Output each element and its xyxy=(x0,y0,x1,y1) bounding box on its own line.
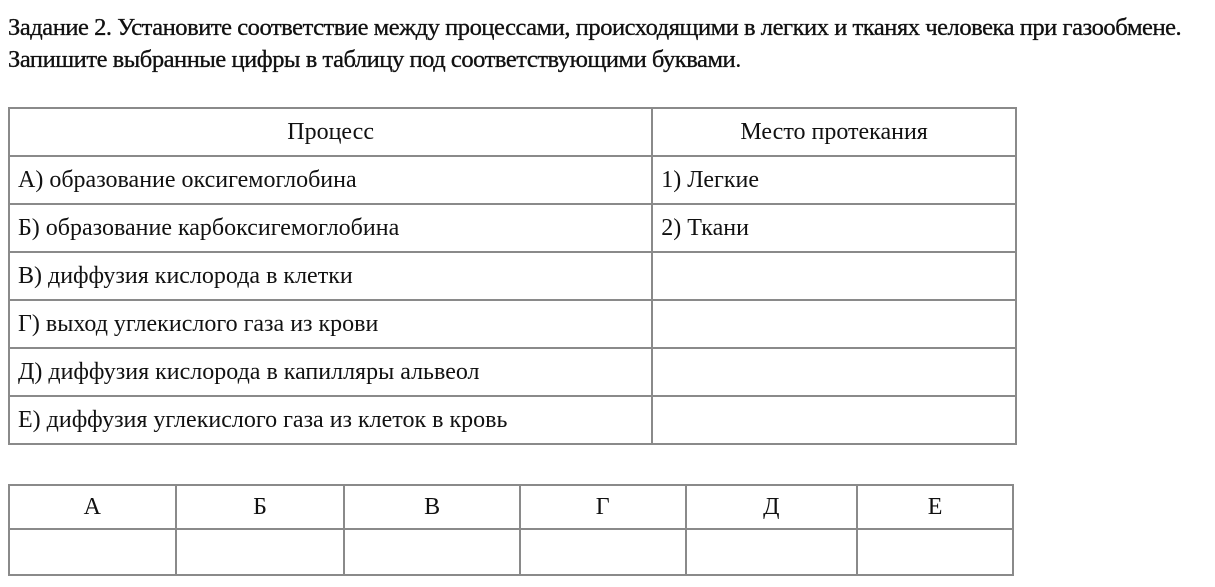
answer-cell[interactable] xyxy=(176,529,345,575)
answer-cell[interactable] xyxy=(686,529,858,575)
table-row xyxy=(9,348,1016,396)
answer-letter: В xyxy=(344,485,520,529)
process-cell: Г) выход углекислого газа из крови xyxy=(9,300,652,348)
header-place: Место протекания xyxy=(652,108,1016,156)
matching-table xyxy=(8,107,1017,445)
table-row xyxy=(9,252,1016,300)
process-cell: В) диффузия кислорода в клетки xyxy=(9,252,652,300)
table-row xyxy=(9,396,1016,444)
place-cell: 2) Ткани xyxy=(652,204,1016,252)
answer-letter: А xyxy=(9,485,176,529)
task-text-end: . xyxy=(735,46,741,73)
answer-cell[interactable] xyxy=(520,529,686,575)
task-text: Задание 2. Установите соответствие между процессами, происходящими в легких и тканях человека при газообмене. Запишите выбранные цифры в таблицу под соответствующими буквами xyxy=(8,14,1182,73)
answer-letter: Г xyxy=(520,485,686,529)
answer-cell[interactable] xyxy=(857,529,1013,575)
header-process: Процесс xyxy=(9,108,652,156)
process-cell: Д) диффузия кислорода в капилляры альвеол xyxy=(9,348,652,396)
answer-cell[interactable] xyxy=(9,529,176,575)
table-row xyxy=(9,300,1016,348)
process-cell: Е) диффузия углекислого газа из клеток в кровь xyxy=(9,396,652,444)
table-row xyxy=(9,204,1016,252)
place-cell xyxy=(652,252,1016,300)
answer-letters-row xyxy=(9,485,1013,529)
place-cell xyxy=(652,396,1016,444)
place-cell xyxy=(652,348,1016,396)
task-statement xyxy=(8,12,1203,76)
place-cell: 1) Легкие xyxy=(652,156,1016,204)
answer-letter: Е xyxy=(857,485,1013,529)
process-cell: Б) образование карбоксигемоглобина xyxy=(9,204,652,252)
process-cell: А) образование оксигемоглобина xyxy=(9,156,652,204)
place-cell xyxy=(652,300,1016,348)
answer-table xyxy=(8,484,1014,576)
answer-letter: Б xyxy=(176,485,345,529)
answer-cell[interactable] xyxy=(344,529,520,575)
answer-cells-row xyxy=(9,529,1013,575)
table-row xyxy=(9,156,1016,204)
answer-letter: Д xyxy=(686,485,858,529)
matching-table-header-row xyxy=(9,108,1016,156)
